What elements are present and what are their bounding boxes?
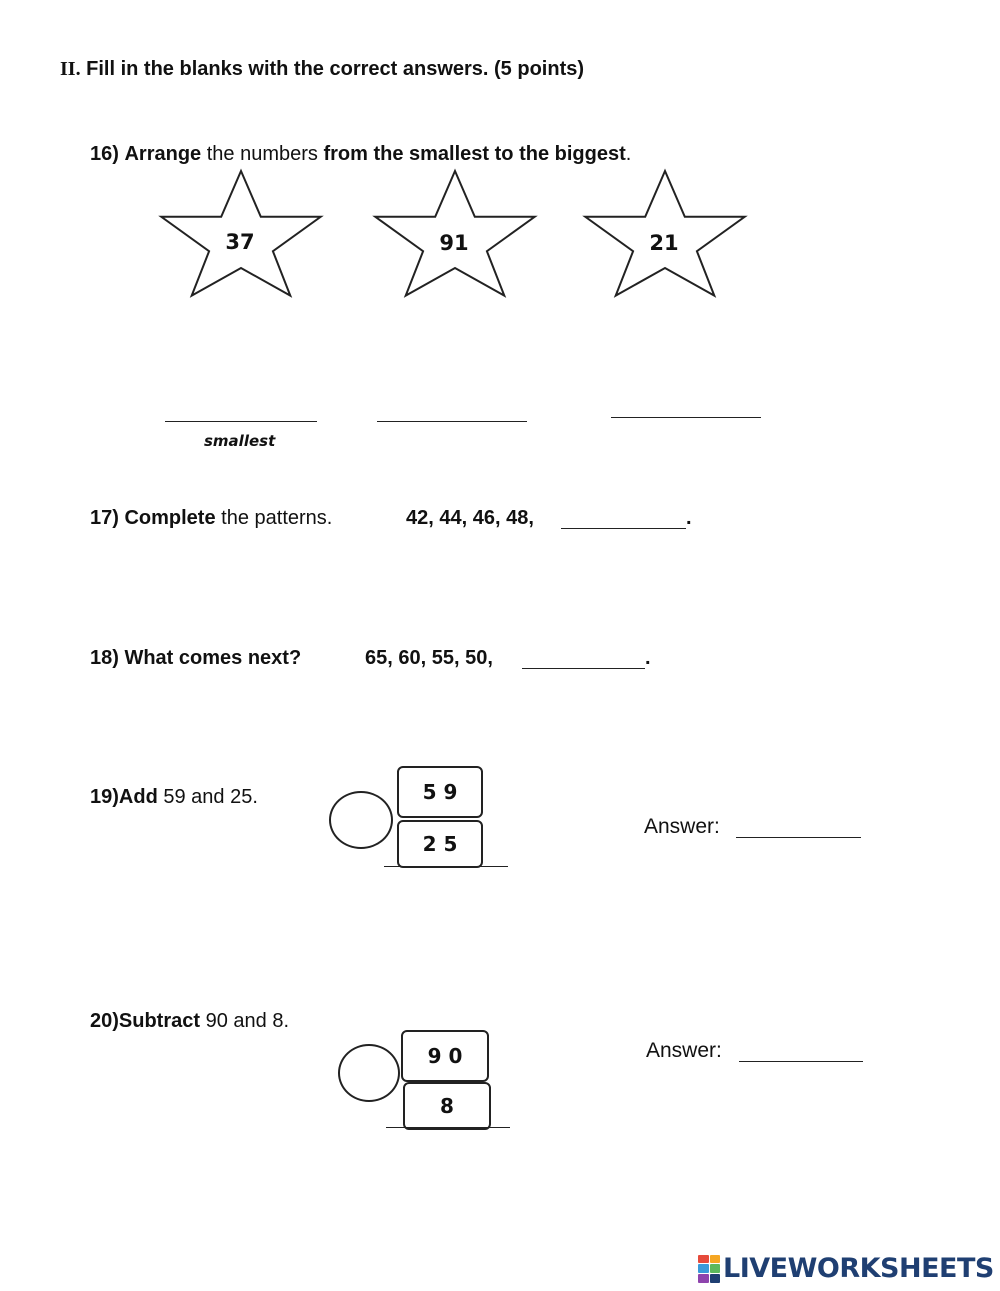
liveworksheets-logo-text: LIVEWORKSHEETS xyxy=(723,1253,994,1284)
question-16-number: 16) xyxy=(90,143,119,165)
answer-blank-20[interactable] xyxy=(739,1061,863,1062)
answer-blank-16-2[interactable] xyxy=(377,421,527,422)
question-20-number: 20) xyxy=(90,1010,119,1032)
question-19-text: 59 and 25. xyxy=(157,786,258,808)
question-20-verb: Subtract xyxy=(118,1010,201,1032)
logo-tile-6 xyxy=(710,1274,721,1283)
logo-tile-1 xyxy=(698,1255,709,1264)
answer-blank-16-3[interactable] xyxy=(611,417,761,418)
logo-tile-3 xyxy=(698,1264,709,1273)
digit-box-20-bottom: 8 xyxy=(403,1082,491,1130)
question-18-period: . xyxy=(645,647,651,669)
logo-tile-4 xyxy=(710,1264,721,1273)
section-title: Fill in the blanks with the correct answers. (5 points) xyxy=(86,58,585,80)
digit-box-20-top: 9 0 xyxy=(401,1030,489,1082)
answer-label-19: Answer: xyxy=(644,815,720,838)
question-16-verb: Arrange xyxy=(124,143,202,165)
question-19-number: 19) xyxy=(90,786,119,808)
digit-box-19-top: 5 9 xyxy=(397,766,483,818)
smallest-label: smallest xyxy=(204,432,276,450)
question-16-emphasis: from the smallest to the biggest xyxy=(323,143,626,165)
question-17-verb: Complete xyxy=(124,507,216,529)
answer-blank-16-1[interactable] xyxy=(165,421,317,422)
question-17-period: . xyxy=(686,507,692,529)
star-shapes xyxy=(0,0,1000,320)
question-18-sequence: 65, 60, 55, 50, xyxy=(365,647,493,669)
answer-blank-18[interactable] xyxy=(522,668,645,669)
star-number-2: 91 xyxy=(439,231,469,255)
star-number-3: 21 xyxy=(649,231,679,255)
logo-tile-5 xyxy=(698,1274,709,1283)
section-roman-numeral: II. xyxy=(60,58,81,80)
difference-line-20 xyxy=(386,1127,510,1128)
question-17-prompt xyxy=(90,507,332,530)
star-number-1: 37 xyxy=(225,230,255,254)
logo-tile-2 xyxy=(710,1255,721,1264)
question-20-text: 90 and 8. xyxy=(200,1010,289,1032)
question-19-prompt xyxy=(90,786,258,809)
liveworksheets-logo-icon xyxy=(698,1255,720,1283)
operator-circle-19[interactable] xyxy=(329,791,393,849)
question-20-prompt xyxy=(90,1010,289,1033)
operator-circle-20[interactable] xyxy=(338,1044,400,1102)
question-17-number: 17) xyxy=(90,507,119,529)
sum-line-19 xyxy=(384,866,508,867)
question-16-period: . xyxy=(625,143,632,165)
question-19-verb: Add xyxy=(118,786,158,808)
question-17-text: the patterns. xyxy=(215,507,333,529)
question-17-sequence: 42, 44, 46, 48, xyxy=(406,507,534,529)
question-18-prompt: 18) What comes next? xyxy=(90,647,302,669)
question-16-text: the numbers xyxy=(201,143,324,165)
answer-blank-17[interactable] xyxy=(561,528,686,529)
answer-blank-19[interactable] xyxy=(736,837,861,838)
answer-label-20: Answer: xyxy=(646,1039,722,1062)
liveworksheets-logo[interactable] xyxy=(698,1253,994,1284)
digit-box-19-bottom: 2 5 xyxy=(397,820,483,868)
